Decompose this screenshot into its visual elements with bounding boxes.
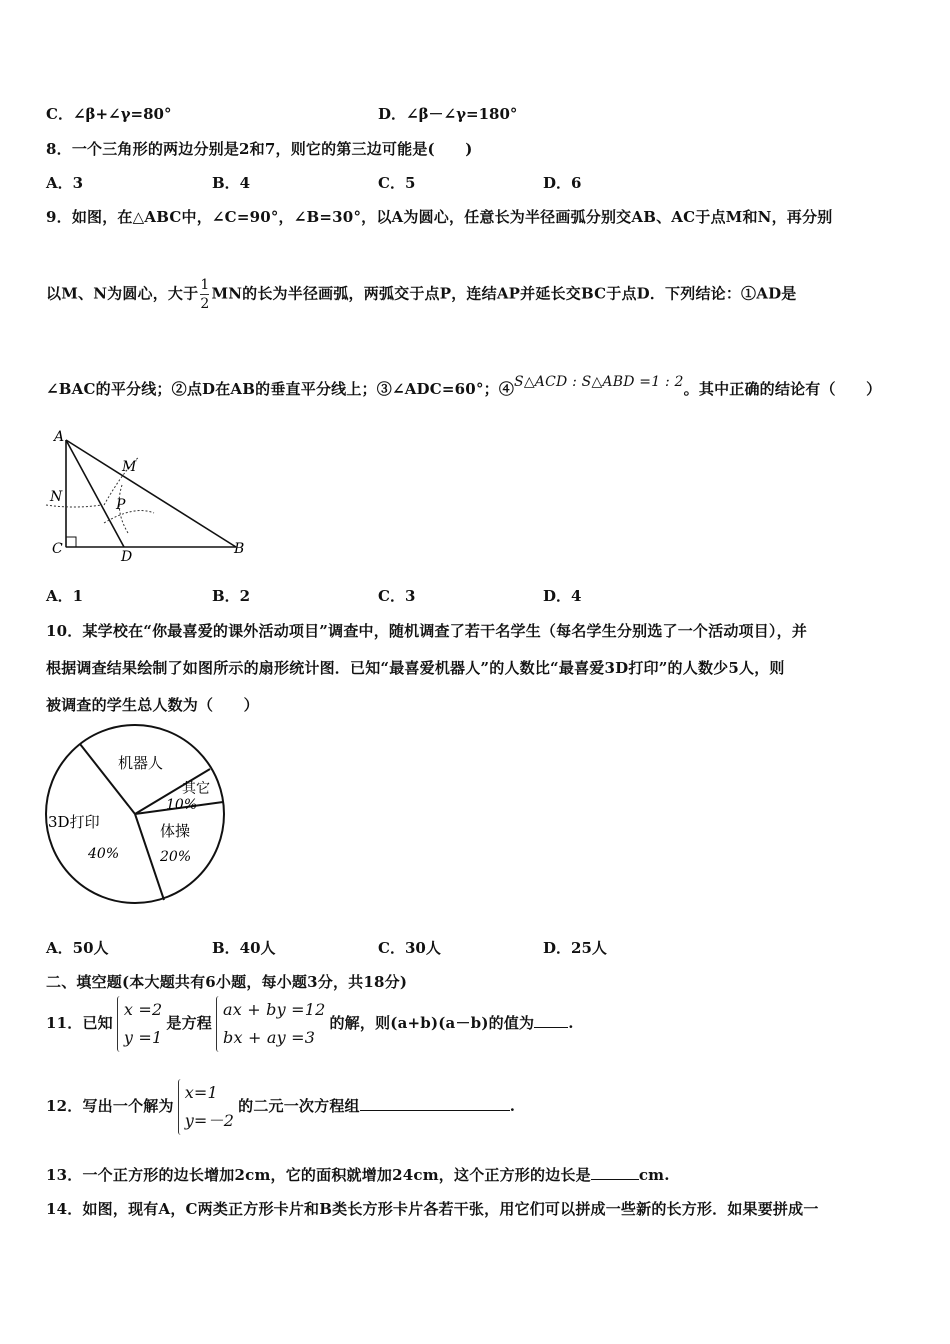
q10-line3: 被调查的学生总人数为（ ） xyxy=(46,696,259,714)
q11-system-1 xyxy=(117,996,163,1052)
label-m: M xyxy=(122,459,137,475)
arc-n xyxy=(46,505,102,507)
q13 xyxy=(46,1164,670,1185)
q9-triangle-figure xyxy=(44,425,254,565)
q12-system xyxy=(178,1079,234,1135)
q9-line3-post: 。其中正确的结论有（ ） xyxy=(683,380,882,398)
section-2-heading: 二、填空题(本大题共有6小题，每小题3分，共18分) xyxy=(46,973,408,991)
pie-pct-gym: 20% xyxy=(160,849,192,865)
q14-text: 14．如图，现有A，C两类正方形卡片和B类长方形卡片各若干张，用它们可以拼成一些新的长方形．如果要拼成一 xyxy=(46,1200,819,1218)
q12-post: 的二元一次方程组 xyxy=(238,1097,360,1115)
label-a: A xyxy=(54,429,65,445)
q11-pre: 11．已知 xyxy=(46,1014,113,1032)
q7-option-d: D．∠β－∠γ=180° xyxy=(378,105,518,123)
pie-label-robot: 机器人 xyxy=(118,754,164,772)
pie-label-gym: 体操 xyxy=(160,822,191,840)
q13-answer-blank[interactable] xyxy=(591,1165,639,1180)
q9-line2 xyxy=(46,276,797,313)
label-d: D xyxy=(121,549,133,565)
q10-option-b: B．40人 xyxy=(212,939,276,957)
label-b: B xyxy=(234,541,245,557)
q8-stem: 8．一个三角形的两边分别是2和7，则它的第三边可能是( ) xyxy=(46,140,473,158)
q11-answer-blank[interactable] xyxy=(534,1013,568,1028)
q10-option-c: C．30人 xyxy=(378,939,441,957)
q11-system-2 xyxy=(216,996,325,1052)
q12-sys-eq1: x=1 xyxy=(184,1083,218,1102)
side-ab xyxy=(66,440,236,547)
q8-option-a: A．3 xyxy=(46,174,84,192)
q11-sys2-eq1: ax + by =12 xyxy=(223,1000,326,1019)
arc-p1 xyxy=(104,511,154,523)
label-p: P xyxy=(116,497,126,513)
q9-frac-den: 2 xyxy=(200,296,210,312)
q12-pre: 12．写出一个解为 xyxy=(46,1097,174,1115)
q8-option-b: B．4 xyxy=(212,174,251,192)
q11-sys1-eq1: x =2 xyxy=(123,1000,163,1019)
q10-line1: 10．某学校在“你最喜爱的课外活动项目”调查中，随机调查了若干名学生（每名学生分别选了一个活动项目），并 xyxy=(46,622,808,640)
q12-end: . xyxy=(509,1097,516,1115)
pie-label-3d-print: 3D打印 xyxy=(48,813,100,831)
q11-post: 的解，则(a+b)(a－b)的值为 xyxy=(329,1014,535,1032)
q9-option-b: B．2 xyxy=(212,587,251,605)
q11-end: . xyxy=(568,1014,574,1032)
q9-area-ratio: S△ACD : S△ABD =1 : 2 xyxy=(514,374,684,390)
pie-pct-3d-print: 40% xyxy=(88,846,120,862)
q10-option-a: A．50人 xyxy=(46,939,109,957)
q8-option-c: C．5 xyxy=(378,174,416,192)
q11-sys2-eq2: bx + ay =3 xyxy=(223,1028,316,1047)
q9-line2-pre: 以M、N为圆心，大于 xyxy=(46,284,199,303)
label-c: C xyxy=(52,541,63,557)
q9-line3 xyxy=(46,374,882,399)
q12-answer-blank[interactable] xyxy=(360,1096,510,1111)
label-n: N xyxy=(50,489,63,505)
q9-line1: 9．如图，在△ABC中，∠C=90°，∠B=30°，以A为圆心，任意长为半径画弧分别交AB、AC于点M和N，再分别 xyxy=(46,208,833,226)
q8-option-d: D．6 xyxy=(543,174,582,192)
q11-mid: 是方程 xyxy=(166,1014,212,1032)
q9-line2-post: MN的长为半径画弧，两弧交于点P，连结AP并延长交BC于点D．下列结论：①AD是 xyxy=(211,284,797,303)
q11 xyxy=(46,993,574,1053)
q10-pie-chart xyxy=(42,722,232,907)
pie-label-other: 其它 xyxy=(182,781,210,797)
pie-pct-other: 10% xyxy=(166,797,198,813)
q12-sys-eq2: y=－2 xyxy=(184,1111,235,1130)
q9-option-a: A．1 xyxy=(46,587,84,605)
q11-sys1-eq2: y =1 xyxy=(123,1028,163,1047)
q9-fraction xyxy=(200,276,209,313)
q13-text: 13．一个正方形的边长增加2cm，它的面积就增加24cm，这个正方形的边长是 xyxy=(46,1166,591,1184)
segment-ad xyxy=(66,440,124,547)
q9-line3-pre: ∠BAC的平分线；②点D在AB的垂直平分线上；③∠ADC=60°；④ xyxy=(46,380,515,398)
q10-option-d: D．25人 xyxy=(543,939,607,957)
q7-option-c: C．∠β+∠γ=80° xyxy=(46,105,172,123)
q9-frac-num: 1 xyxy=(200,277,210,293)
q13-end: cm. xyxy=(638,1166,670,1184)
q9-option-d: D．4 xyxy=(543,587,582,605)
q10-line2: 根据调查结果绘制了如图所示的扇形统计图．已知“最喜爱机器人”的人数比“最喜爱3D打印”的人数少5人，则 xyxy=(46,659,785,677)
right-angle-mark xyxy=(66,537,76,547)
q12 xyxy=(46,1076,515,1136)
q9-option-c: C．3 xyxy=(378,587,416,605)
